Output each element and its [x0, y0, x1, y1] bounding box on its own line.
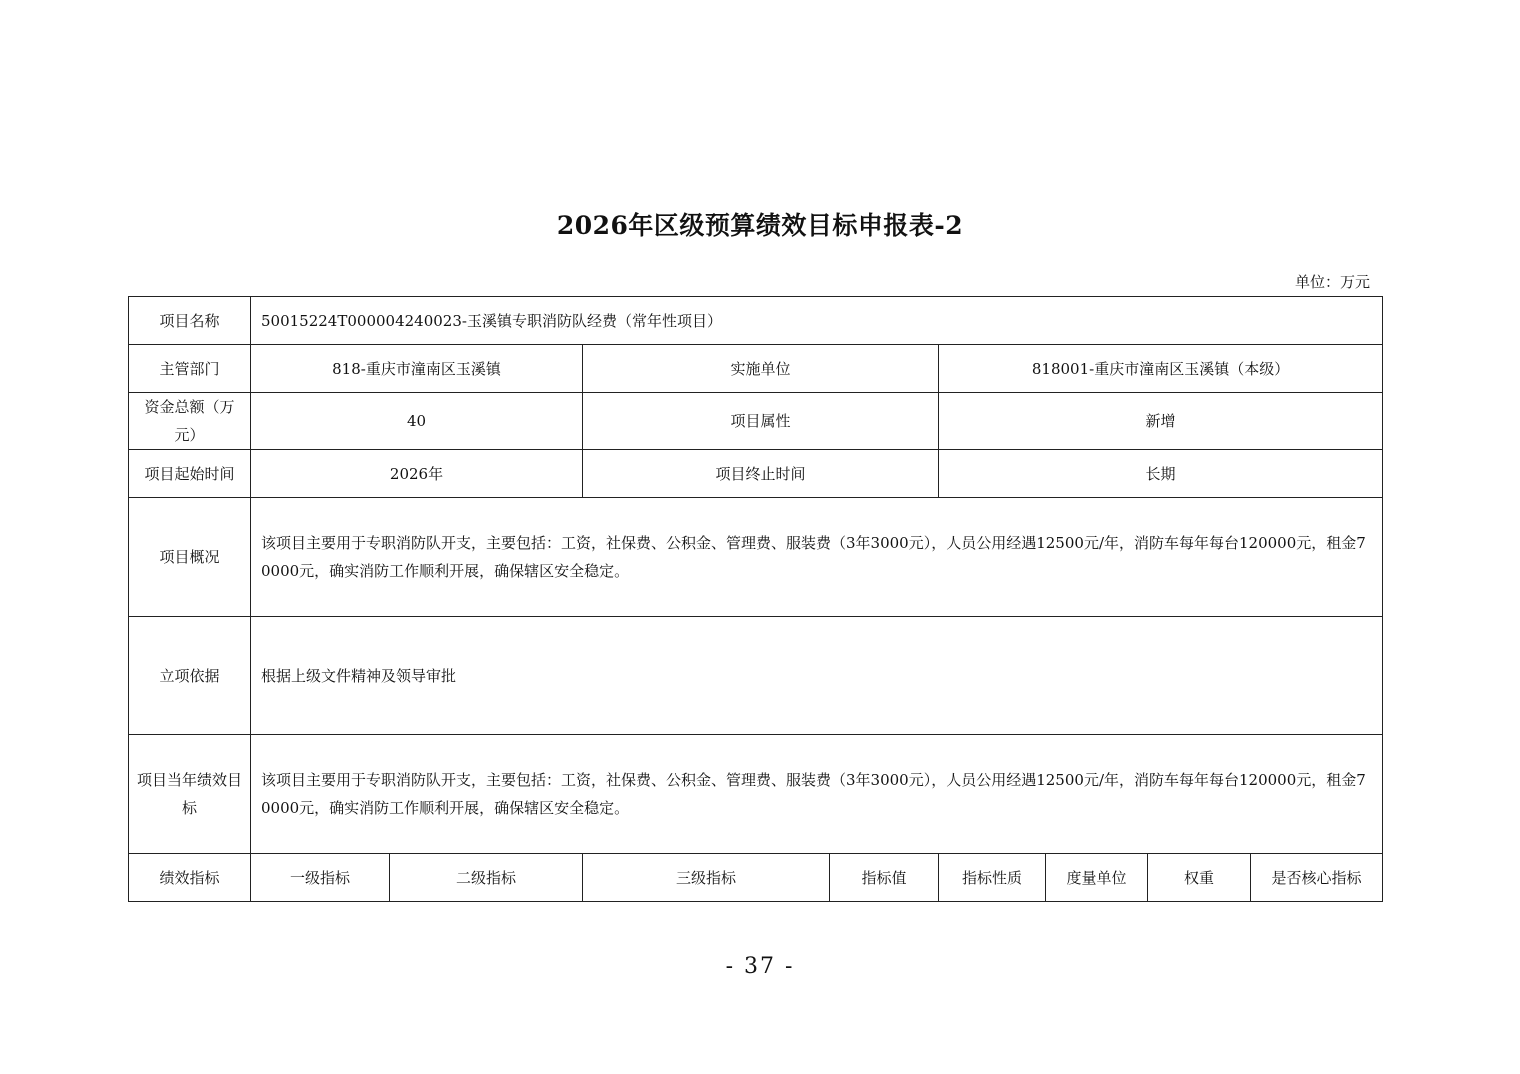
unit-note: 单位：万元 — [1294, 273, 1370, 291]
page-title: 2026年区级预算绩效目标申报表-2 — [556, 211, 964, 240]
label-end-time: 项目终止时间 — [583, 450, 939, 498]
label-basis: 立项依据 — [129, 617, 251, 735]
value-start-time: 2026年 — [251, 450, 583, 498]
label-project-attribute: 项目属性 — [583, 393, 939, 450]
value-end-time: 长期 — [939, 450, 1383, 498]
header-value: 指标值 — [830, 854, 939, 902]
header-nature: 指标性质 — [939, 854, 1046, 902]
label-implementing-unit: 实施单位 — [583, 345, 939, 393]
value-total-funds: 40 — [251, 393, 583, 450]
value-project-name: 50015224T000004240023-玉溪镇专职消防队经费（常年性项目） — [251, 297, 1383, 345]
budget-performance-table — [128, 296, 1383, 902]
row-department — [129, 345, 1383, 393]
label-start-time: 项目起始时间 — [129, 450, 251, 498]
label-department: 主管部门 — [129, 345, 251, 393]
label-total-funds: 资金总额（万元） — [129, 393, 251, 450]
label-annual-goal: 项目当年绩效目标 — [129, 735, 251, 854]
value-annual-goal: 该项目主要用于专职消防队开支，主要包括：工资，社保费、公积金、管理费、服装费（3年3000元），人员公用经遇12500元/年，消防车每年每台120000元，租金70000元，确实消防工作顺利开展，确保辖区安全稳定。 — [251, 735, 1383, 854]
label-project-name: 项目名称 — [129, 297, 251, 345]
label-indicators: 绩效指标 — [129, 854, 251, 902]
header-level2: 二级指标 — [390, 854, 583, 902]
value-implementing-unit: 818001-重庆市潼南区玉溪镇（本级） — [939, 345, 1383, 393]
row-basis — [129, 617, 1383, 735]
row-time — [129, 450, 1383, 498]
value-basis: 根据上级文件精神及领导审批 — [251, 617, 1383, 735]
row-annual-goal — [129, 735, 1383, 854]
page-number: - 37 - — [725, 954, 795, 979]
value-overview: 该项目主要用于专职消防队开支，主要包括：工资，社保费、公积金、管理费、服装费（3年3000元），人员公用经遇12500元/年，消防车每年每台120000元，租金70000元，确实消防工作顺利开展，确保辖区安全稳定。 — [251, 498, 1383, 617]
value-project-attribute: 新增 — [939, 393, 1383, 450]
header-level1: 一级指标 — [251, 854, 390, 902]
label-overview: 项目概况 — [129, 498, 251, 617]
header-weight: 权重 — [1148, 854, 1251, 902]
row-funds — [129, 393, 1383, 450]
header-unit: 度量单位 — [1046, 854, 1148, 902]
row-overview — [129, 498, 1383, 617]
header-core: 是否核心指标 — [1251, 854, 1383, 902]
value-department: 818-重庆市潼南区玉溪镇 — [251, 345, 583, 393]
row-project-name — [129, 297, 1383, 345]
row-indicators-header — [129, 854, 1383, 902]
header-level3: 三级指标 — [583, 854, 830, 902]
